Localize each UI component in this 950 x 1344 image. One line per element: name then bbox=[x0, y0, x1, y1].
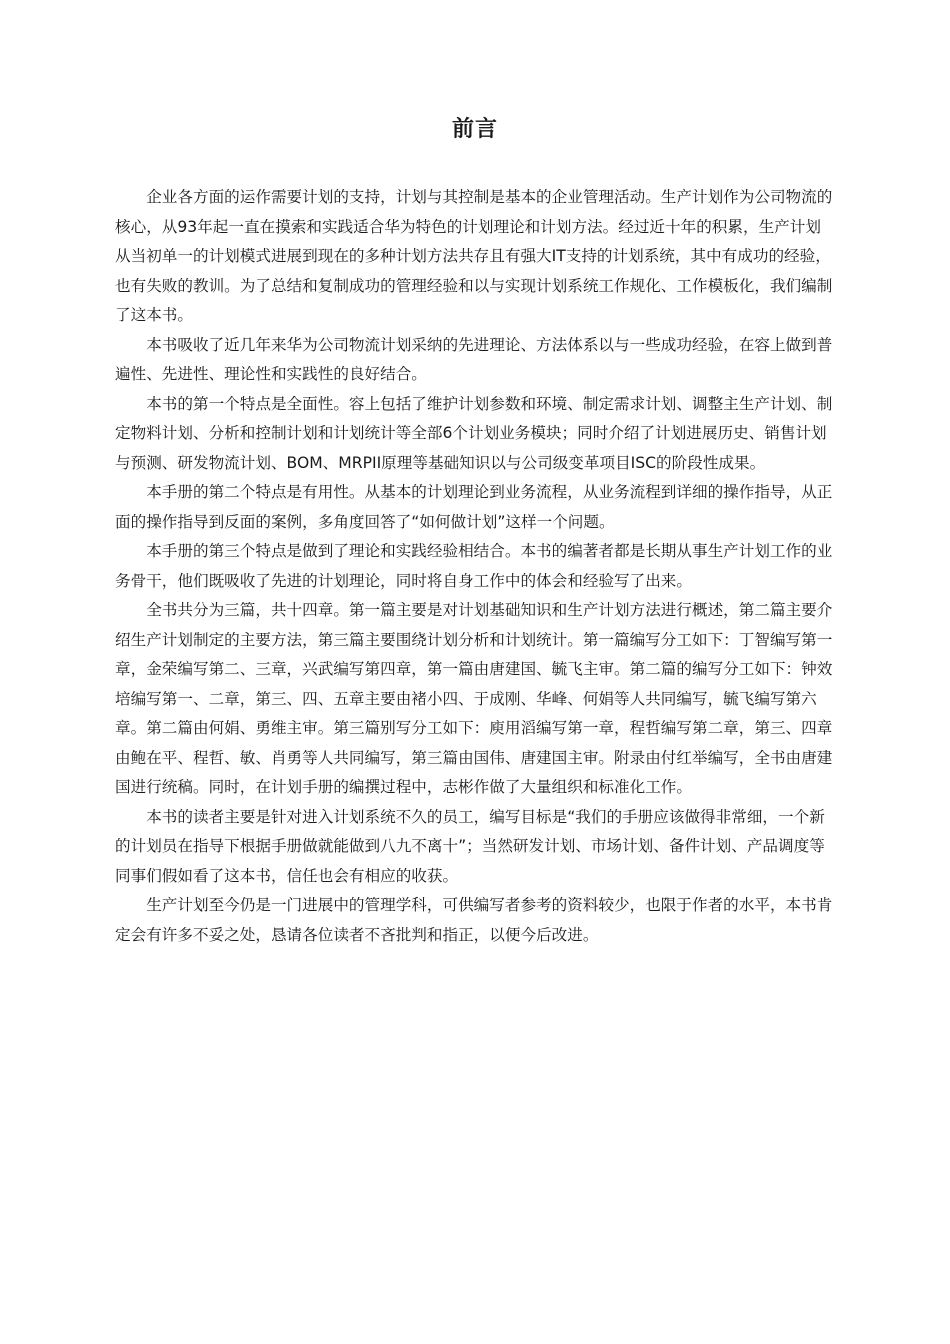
paragraph: 本手册的第三个特点是做到了理论和实践经验相结合。本书的编著者都是长期从事生产计划工作的业务骨干，他们既吸收了先进的计划理论，同时将自身工作中的体会和经验写了出来。 bbox=[115, 542, 833, 590]
paragraph: 全书共分为三篇，共十四章。第一篇主要是对计划基础知识和生产计划方法进行概述，第二篇主要介绍生产计划制定的主要方法，第三篇主要围绕计划分析和计划统计。第一篇编写分工如下：丁智编写第一章，金荣编写第二、三章，兴武编写第四章，第一篇由唐建国、毓飞主审。第二篇的编写分工如下：钟效培编写第一、二章，第三、四、五章主要由褚小四、于成刚、华峰、何娟等人共同编写，毓飞编写第六章。第二篇由何娟、勇维主审。第三篇别写分工如下：庾用滔编写第一章，程哲编写第二章，第三、四章由鲍在平、程哲、敏、肖勇等人共同编写，第三篇由国伟、唐建国主审。附录由付红举编写，全书由唐建国进行统稿。同时，在计划手册的编撰过程中，志彬作做了大量组织和标准化工作。 bbox=[115, 601, 833, 796]
paragraph: 本书的第一个特点是全面性。容上包括了维护计划参数和环境、制定需求计划、调整主生产计划、制定物料计划、分析和控制计划和计划统计等全部6个计划业务模块；同时介绍了计划进展历史、销售计划与预测、研发物流计划、BOM、MRPII原理等基础知识以与公司级变革项目ISC的阶段性成果。 bbox=[115, 394, 833, 472]
page-title: 前言 bbox=[451, 117, 498, 142]
document-page bbox=[115, 112, 835, 950]
paragraph: 本手册的第二个特点是有用性。从基本的计划理论到业务流程，从业务流程到详细的操作指导，从正面的操作指导到反面的案例，多角度回答了“如何做计划”这样一个问题。 bbox=[115, 483, 833, 531]
paragraph: 生产计划至今仍是一门进展中的管理学科，可供编写者参考的资料较少，也限于作者的水平，本书肯定会有许多不妥之处，恳请各位读者不吝批判和指正，以便今后改进。 bbox=[115, 896, 833, 944]
paragraph: 本书的读者主要是针对进入计划系统不久的员工，编写目标是“我们的手册应该做得非常细，一个新的计划员在指导下根据手册做就能做到八九不离十”；当然研发计划、市场计划、备件计划、产品调度等同事们假如看了这本书，信任也会有相应的收获。 bbox=[115, 807, 825, 885]
paragraph: 本书吸收了近几年来华为公司物流计划采纳的先进理论、方法体系以与一些成功经验，在容上做到普遍性、先进性、理论性和实践性的良好结合。 bbox=[115, 335, 833, 383]
paragraph: 企业各方面的运作需要计划的支持，计划与其控制是基本的企业管理活动。生产计划作为公司物流的核心，从93年起一直在摸索和实践适合华为特色的计划理论和计划方法。经过近十年的积累，生产计划从当初单一的计划模式进展到现在的多种计划方法共存且有强大IT支持的计划系统，其中有成功的经验，也有失败的教训。为了总结和复制成功的管理经验和以与实现计划系统工作规化、工作模板化，我们编制了这本书。 bbox=[115, 188, 833, 324]
